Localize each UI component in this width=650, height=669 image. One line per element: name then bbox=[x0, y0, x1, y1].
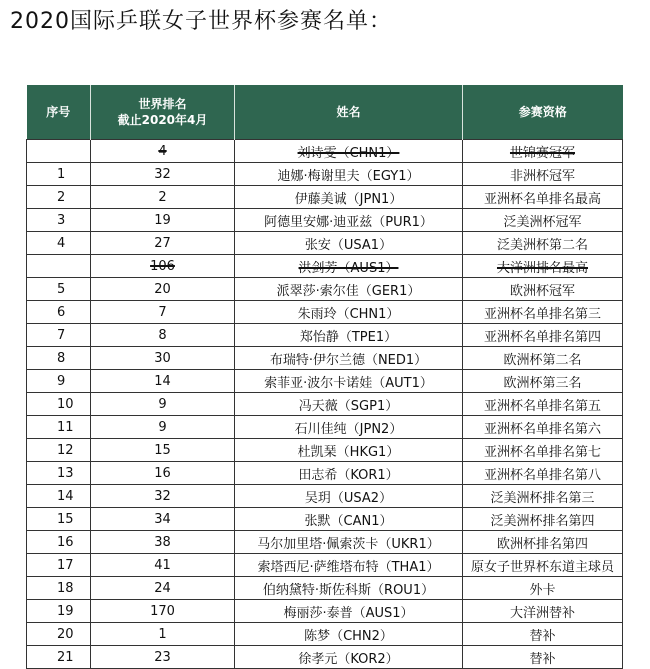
cell-player-name bbox=[235, 531, 463, 554]
cell-qualification-text: 泛美洲杯第二名 bbox=[496, 237, 588, 253]
cell-index bbox=[27, 554, 91, 577]
cell-index bbox=[27, 232, 91, 255]
cell-index-text: 12 bbox=[57, 442, 74, 458]
cell-qualification-text: 非洲杯冠军 bbox=[509, 168, 575, 184]
table-row bbox=[27, 439, 623, 462]
cell-index-text: 15 bbox=[57, 511, 74, 527]
cell-world-rank-text: 2 bbox=[158, 189, 167, 205]
cell-index-text: 5 bbox=[57, 281, 66, 297]
cell-world-rank-text: 170 bbox=[150, 603, 175, 619]
cell-qualification bbox=[463, 531, 623, 554]
cell-qualification bbox=[463, 393, 623, 416]
cell-world-rank bbox=[91, 209, 235, 232]
cell-world-rank bbox=[91, 531, 235, 554]
cell-world-rank-text: 19 bbox=[154, 212, 171, 228]
cell-world-rank-text: 1 bbox=[158, 626, 167, 642]
cell-qualification-text: 外卡 bbox=[529, 582, 556, 598]
cell-world-rank-text: 34 bbox=[154, 511, 171, 527]
cell-player-name-text: 洪剑芳（AUS1） bbox=[298, 260, 399, 276]
table-row bbox=[27, 462, 623, 485]
cell-qualification-text: 亚洲杯名单排名第三 bbox=[483, 306, 601, 322]
cell-index-text: 8 bbox=[57, 350, 66, 366]
cell-index bbox=[27, 577, 91, 600]
cell-qualification bbox=[463, 462, 623, 485]
cell-player-name bbox=[235, 600, 463, 623]
cell-index-text: 20 bbox=[57, 626, 74, 642]
header-world-rank bbox=[91, 85, 235, 140]
cell-world-rank bbox=[91, 600, 235, 623]
cell-world-rank-text: 41 bbox=[154, 557, 171, 573]
cell-qualification-text: 亚洲杯名单排名第八 bbox=[483, 467, 601, 483]
cell-player-name-text: 田志希（KOR1） bbox=[298, 467, 399, 483]
cell-qualification-text: 欧洲杯排名第四 bbox=[496, 536, 588, 552]
cell-qualification bbox=[463, 508, 623, 531]
cell-player-name-text: 冯天薇（SGP1） bbox=[298, 398, 399, 414]
table-row bbox=[27, 186, 623, 209]
header-rank-line2: 截止2020年4月 bbox=[117, 113, 208, 127]
table-row bbox=[27, 646, 623, 669]
cell-player-name bbox=[235, 163, 463, 186]
cell-player-name-text: 刘诗雯（CHN1） bbox=[297, 145, 400, 161]
cell-index bbox=[27, 301, 91, 324]
cell-player-name-text: 阿德里安娜·迪亚兹（PUR1） bbox=[264, 214, 433, 230]
cell-player-name-text: 吴玥（USA2） bbox=[304, 490, 393, 506]
cell-qualification-text: 欧洲杯第三名 bbox=[503, 375, 582, 391]
cell-index bbox=[27, 508, 91, 531]
cell-world-rank bbox=[91, 163, 235, 186]
table-body bbox=[27, 140, 623, 669]
cell-player-name bbox=[235, 485, 463, 508]
table-row bbox=[27, 508, 623, 531]
cell-qualification bbox=[463, 370, 623, 393]
cell-qualification-text: 泛美洲杯排名第四 bbox=[490, 513, 595, 529]
table-row bbox=[27, 485, 623, 508]
cell-world-rank bbox=[91, 554, 235, 577]
cell-player-name-text: 索塔西尼·萨维塔布特（THA1） bbox=[257, 559, 440, 575]
cell-index-text: 6 bbox=[57, 304, 66, 320]
cell-world-rank bbox=[91, 416, 235, 439]
cell-qualification bbox=[463, 209, 623, 232]
cell-world-rank bbox=[91, 324, 235, 347]
header-rank-line1: 世界排名 bbox=[138, 97, 187, 111]
cell-world-rank bbox=[91, 186, 235, 209]
cell-qualification bbox=[463, 347, 623, 370]
cell-world-rank bbox=[91, 370, 235, 393]
table-row bbox=[27, 278, 623, 301]
table-row bbox=[27, 600, 623, 623]
cell-index bbox=[27, 623, 91, 646]
cell-qualification bbox=[463, 577, 623, 600]
page-title: 2020国际乒联女子世界杯参赛名单： bbox=[10, 9, 392, 34]
cell-index-text: 14 bbox=[57, 488, 74, 504]
cell-player-name bbox=[235, 646, 463, 669]
cell-qualification-text: 泛美洲杯排名第三 bbox=[490, 490, 595, 506]
cell-index bbox=[27, 393, 91, 416]
table-row bbox=[27, 255, 623, 278]
cell-world-rank bbox=[91, 232, 235, 255]
cell-qualification-text: 亚洲杯名单排名第七 bbox=[483, 444, 601, 460]
table-row bbox=[27, 531, 623, 554]
cell-qualification-text: 世锦赛冠军 bbox=[509, 145, 575, 161]
cell-player-name bbox=[235, 370, 463, 393]
cell-qualification bbox=[463, 232, 623, 255]
cell-player-name-text: 陈梦（CHN2） bbox=[304, 628, 393, 644]
cell-qualification bbox=[463, 416, 623, 439]
table-row bbox=[27, 232, 623, 255]
cell-world-rank-text: 32 bbox=[154, 166, 171, 182]
cell-world-rank bbox=[91, 255, 235, 278]
cell-index bbox=[27, 531, 91, 554]
cell-player-name-text: 索菲亚·波尔卡诺娃（AUT1） bbox=[264, 375, 433, 391]
cell-player-name-text: 伯纳黛特·斯佐科斯（ROU1） bbox=[262, 582, 435, 598]
cell-index bbox=[27, 600, 91, 623]
cell-index bbox=[27, 186, 91, 209]
cell-index-text: 18 bbox=[57, 580, 74, 596]
cell-qualification-text: 替补 bbox=[529, 651, 556, 667]
cell-index bbox=[27, 370, 91, 393]
cell-world-rank-text: 38 bbox=[154, 534, 171, 550]
cell-world-rank-text: 20 bbox=[154, 281, 171, 297]
cell-player-name bbox=[235, 140, 463, 163]
cell-index bbox=[27, 163, 91, 186]
cell-player-name bbox=[235, 554, 463, 577]
cell-player-name bbox=[235, 623, 463, 646]
cell-index-text: 7 bbox=[57, 327, 66, 343]
cell-player-name-text: 张默（CAN1） bbox=[304, 513, 393, 529]
cell-index-text: 1 bbox=[57, 166, 66, 182]
cell-qualification-text: 大洋洲替补 bbox=[509, 605, 575, 621]
cell-qualification-text: 亚洲杯名单排名最高 bbox=[483, 191, 601, 207]
cell-qualification bbox=[463, 439, 623, 462]
cell-qualification bbox=[463, 646, 623, 669]
cell-world-rank-text: 106 bbox=[150, 258, 175, 274]
cell-qualification bbox=[463, 324, 623, 347]
cell-world-rank bbox=[91, 462, 235, 485]
cell-player-name bbox=[235, 232, 463, 255]
table-row bbox=[27, 370, 623, 393]
cell-world-rank bbox=[91, 347, 235, 370]
cell-world-rank bbox=[91, 577, 235, 600]
cell-index-text: 4 bbox=[57, 235, 66, 251]
cell-qualification bbox=[463, 554, 623, 577]
cell-index-text: 2 bbox=[57, 189, 66, 205]
cell-index-text: 21 bbox=[57, 649, 74, 665]
cell-world-rank-text: 7 bbox=[158, 304, 167, 320]
cell-player-name bbox=[235, 209, 463, 232]
cell-player-name bbox=[235, 186, 463, 209]
table-row bbox=[27, 416, 623, 439]
cell-qualification-text: 替补 bbox=[529, 628, 556, 644]
cell-player-name bbox=[235, 301, 463, 324]
cell-player-name bbox=[235, 577, 463, 600]
table-row bbox=[27, 577, 623, 600]
table-row bbox=[27, 623, 623, 646]
cell-qualification bbox=[463, 278, 623, 301]
cell-qualification-text: 欧洲杯第二名 bbox=[503, 352, 582, 368]
participants-table bbox=[26, 85, 623, 669]
cell-world-rank-text: 9 bbox=[158, 419, 167, 435]
cell-index bbox=[27, 324, 91, 347]
cell-index bbox=[27, 209, 91, 232]
cell-player-name bbox=[235, 416, 463, 439]
cell-player-name-text: 郑怡静（TPE1） bbox=[299, 329, 398, 345]
cell-world-rank bbox=[91, 301, 235, 324]
cell-world-rank bbox=[91, 623, 235, 646]
cell-index bbox=[27, 278, 91, 301]
cell-player-name-text: 徐孝元（KOR2） bbox=[298, 651, 399, 667]
table-row bbox=[27, 140, 623, 163]
cell-world-rank bbox=[91, 646, 235, 669]
cell-qualification-text: 亚洲杯名单排名第六 bbox=[483, 421, 601, 437]
cell-index-text: 13 bbox=[57, 465, 74, 481]
cell-player-name bbox=[235, 278, 463, 301]
cell-world-rank bbox=[91, 439, 235, 462]
cell-index-text: 10 bbox=[57, 396, 74, 412]
cell-index-text: 9 bbox=[57, 373, 66, 389]
cell-qualification bbox=[463, 623, 623, 646]
header-index: 序号 bbox=[27, 85, 91, 140]
cell-qualification-text: 欧洲杯冠军 bbox=[509, 283, 575, 299]
cell-qualification-text: 原女子世界杯东道主球员 bbox=[470, 559, 614, 575]
cell-player-name bbox=[235, 393, 463, 416]
table-row bbox=[27, 554, 623, 577]
cell-index bbox=[27, 416, 91, 439]
cell-world-rank bbox=[91, 393, 235, 416]
cell-world-rank-text: 15 bbox=[154, 442, 171, 458]
cell-world-rank-text: 27 bbox=[154, 235, 171, 251]
cell-index-text: 3 bbox=[57, 212, 66, 228]
cell-world-rank bbox=[91, 508, 235, 531]
cell-qualification-text: 亚洲杯名单排名第四 bbox=[483, 329, 601, 345]
cell-index bbox=[27, 255, 91, 278]
cell-player-name bbox=[235, 439, 463, 462]
cell-world-rank bbox=[91, 485, 235, 508]
cell-index bbox=[27, 646, 91, 669]
cell-player-name-text: 布瑞特·伊尔兰德（NED1） bbox=[269, 352, 428, 368]
cell-player-name bbox=[235, 462, 463, 485]
cell-qualification bbox=[463, 186, 623, 209]
table-row bbox=[27, 324, 623, 347]
cell-index-text: 16 bbox=[57, 534, 74, 550]
table-row bbox=[27, 301, 623, 324]
cell-player-name-text: 张安（USA1） bbox=[304, 237, 393, 253]
cell-qualification-text: 泛美洲杯冠军 bbox=[503, 214, 582, 230]
cell-world-rank-text: 23 bbox=[154, 649, 171, 665]
cell-player-name-text: 派翠莎·索尔佳（GER1） bbox=[276, 283, 421, 299]
cell-index-text: 17 bbox=[57, 557, 74, 573]
cell-player-name bbox=[235, 324, 463, 347]
cell-world-rank-text: 14 bbox=[154, 373, 171, 389]
table-row bbox=[27, 347, 623, 370]
cell-world-rank-text: 30 bbox=[154, 350, 171, 366]
cell-qualification bbox=[463, 255, 623, 278]
cell-qualification bbox=[463, 485, 623, 508]
cell-index bbox=[27, 439, 91, 462]
cell-player-name-text: 马尔加里塔·佩索茨卡（UKR1） bbox=[257, 536, 440, 552]
cell-player-name bbox=[235, 255, 463, 278]
cell-index bbox=[27, 347, 91, 370]
cell-world-rank-text: 32 bbox=[154, 488, 171, 504]
cell-player-name-text: 伊藤美诚（JPN1） bbox=[294, 191, 403, 207]
cell-world-rank-text: 16 bbox=[154, 465, 171, 481]
cell-index bbox=[27, 140, 91, 163]
cell-world-rank-text: 24 bbox=[154, 580, 171, 596]
cell-player-name-text: 梅丽莎·泰普（AUS1） bbox=[283, 605, 414, 621]
cell-world-rank-text: 4 bbox=[158, 143, 167, 159]
table-row bbox=[27, 163, 623, 186]
cell-world-rank-text: 9 bbox=[158, 396, 167, 412]
cell-index-text: 19 bbox=[57, 603, 74, 619]
cell-qualification bbox=[463, 301, 623, 324]
cell-player-name-text: 迪娜·梅谢里夫（EGY1） bbox=[277, 168, 420, 184]
cell-player-name bbox=[235, 508, 463, 531]
cell-qualification-text: 大洋洲排名最高 bbox=[496, 260, 588, 276]
cell-world-rank-text: 8 bbox=[158, 327, 167, 343]
header-qualification: 参赛资格 bbox=[463, 85, 623, 140]
cell-index bbox=[27, 485, 91, 508]
table-header bbox=[27, 85, 623, 140]
cell-index bbox=[27, 462, 91, 485]
cell-player-name-text: 杜凯琹（HKG1） bbox=[297, 444, 400, 460]
cell-qualification bbox=[463, 600, 623, 623]
cell-qualification bbox=[463, 140, 623, 163]
cell-world-rank bbox=[91, 140, 235, 163]
header-name: 姓名 bbox=[235, 85, 463, 140]
table-row bbox=[27, 209, 623, 232]
cell-qualification-text: 亚洲杯名单排名第五 bbox=[483, 398, 601, 414]
cell-player-name bbox=[235, 347, 463, 370]
cell-qualification bbox=[463, 163, 623, 186]
cell-player-name-text: 石川佳纯（JPN2） bbox=[294, 421, 403, 437]
table-row bbox=[27, 393, 623, 416]
cell-player-name-text: 朱雨玲（CHN1） bbox=[297, 306, 400, 322]
cell-world-rank bbox=[91, 278, 235, 301]
cell-index-text: 11 bbox=[57, 419, 74, 435]
